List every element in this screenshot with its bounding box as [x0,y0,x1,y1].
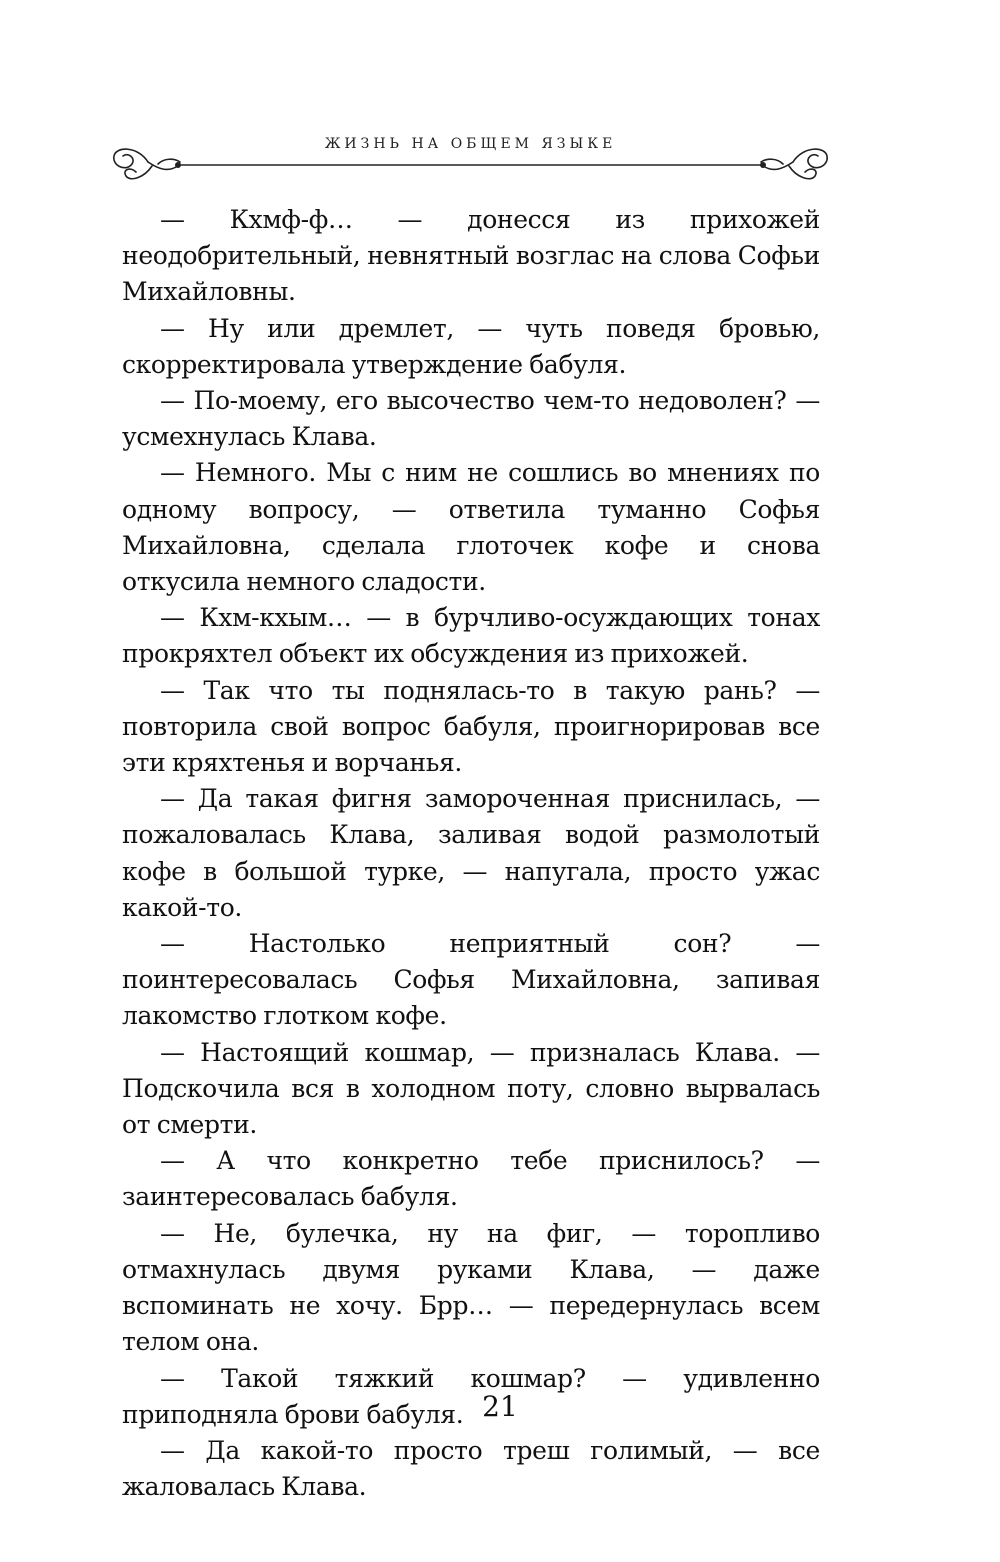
paragraph: — Не, булечка, ну на фиг, — торопливо отмахнулась двумя руками Клава, — даже вспоминать не хочу. Брр… — передернулась всем телом она. [122,1218,820,1357]
paragraph: — Да какой-то просто треш голимый, — все жаловалась Клава. [122,1435,820,1502]
paragraph: — Кхмф-ф… — донесся из прихожей неодобрительный, невнятный возглас на слова Софьи Михайловны. [122,205,820,307]
paragraph: — Да такая фигня замороченная приснилась, — пожаловалась Клава, заливая водой размолотый кофе в большой турке, — напугала, просто ужас какой-то. [122,784,820,922]
paragraph: — А что конкретно тебе приснилось? — заинтересовалась бабуля. [122,1146,820,1212]
paragraph: — Кхм-кхым… — в бурчливо-осуждающих тонах прокряхтел объект их обсуждения из прихожей. [122,603,820,669]
body-text [122,202,820,1505]
paragraph: — Так что ты поднялась-то в такую рань? — повторила свой вопрос бабуля, проигнорировав все эти кряхтенья и ворчанья. [122,675,820,778]
paragraph: — Ну или дремлет, — чуть поведя бровью, скорректировала утверждение бабуля. [122,313,820,379]
running-title: ЖИЗНЬ НА ОБЩЕМ ЯЗЫКЕ [324,136,617,152]
paragraph: — Такой тяжкий кошмар? — удивленно приподняла брови бабуля. [122,1363,820,1429]
page-number: 21 [482,1390,518,1423]
paragraph: — Настоящий кошмар, — призналась Клава. — Подскочила вся в холодном поту, словно вырвалась от смерти. [122,1037,820,1140]
paragraph: — Настолько неприятный сон? — поинтересовалась Софья Михайловна, запивая лакомство глотком кофе. [122,929,820,1031]
paragraph: — По-моему, его высочество чем-то недоволен? — усмехнулась Клава. [122,386,820,452]
running-header [108,128,833,192]
paragraph: — Немного. Мы с ним не сошлись во мнениях по одному вопросу, — ответила туманно Софья Михайловна, сделала глоточек кофе и снова откусила немного сладости. [122,458,820,597]
